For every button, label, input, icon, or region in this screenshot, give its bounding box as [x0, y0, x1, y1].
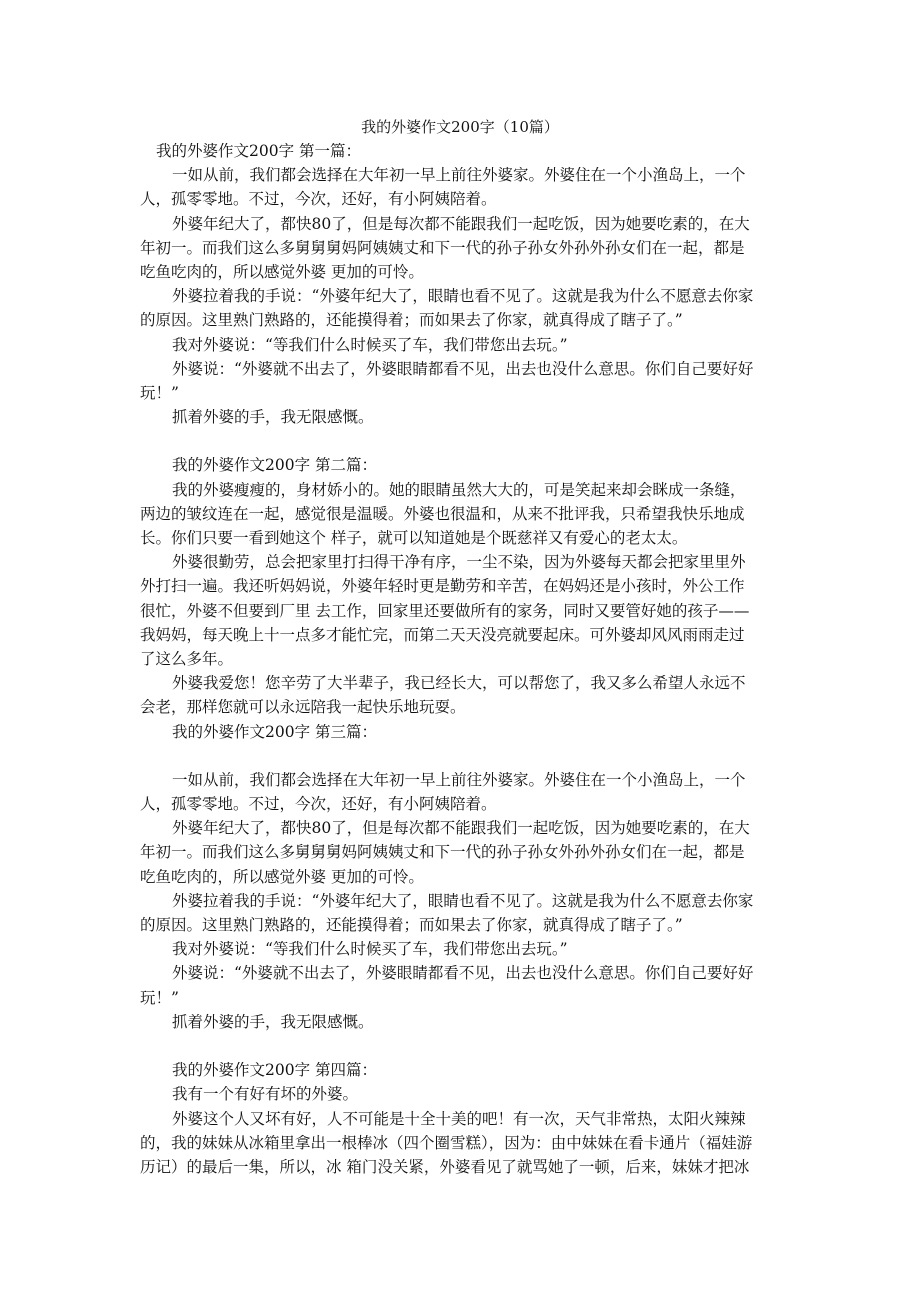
- text-line: 一如从前，我们都会选择在大年初一早上前往外婆家。外婆住在一个小渔岛上，一个: [172, 166, 746, 185]
- text-line: 会老，那样您就可以永远陪我一起快乐地玩耍。: [140, 698, 466, 717]
- text-line: 外婆拉着我的手说：“外婆年纪大了，眼睛也看不见了。这就是我为什么不愿意去你家: [172, 891, 754, 910]
- text-line: 外婆我爱您！您辛劳了大半辈子，我已经长大，可以帮您了，我又多么希望人永远不: [172, 674, 746, 693]
- text-line: 我的外婆作文200字 第四篇：: [172, 1061, 378, 1080]
- text-line: 很忙，外婆不但要到厂里 去工作，回家里还要做所有的家务，同时又要管好她的孩子——: [140, 601, 750, 620]
- blank-line: [140, 1034, 780, 1058]
- text-line: 年初一。而我们这么多舅舅舅妈阿姨姨丈和下一代的孙子孙女外孙外孙女们在一起，都是: [140, 238, 745, 257]
- text-line: 玩！”: [140, 988, 179, 1007]
- blank-line: [140, 744, 780, 768]
- text-line: 我的外婆作文200字 第二篇：: [172, 456, 378, 475]
- text-line: 吃鱼吃肉的，所以感觉外婆 更加的可怜。: [140, 262, 424, 281]
- text-line: 吃鱼吃肉的，所以感觉外婆 更加的可怜。: [140, 867, 424, 886]
- blank-line: [140, 429, 780, 453]
- text-line: 玩！”: [140, 383, 179, 402]
- text-line: 人，孤零零地。不过，今次，还好，有小阿姨陪着。: [140, 190, 497, 209]
- text-line: 抓着外婆的手，我无限感慨。: [172, 408, 374, 427]
- text-line: 外婆说：“外婆就不出去了，外婆眼睛都看不见，出去也没什么意思。你们自己要好好: [172, 964, 754, 983]
- text-line: 两边的皱纹连在一起，感觉很是温暖。外婆也很温和，从来不批评我，只希望我快乐地成: [140, 504, 745, 523]
- text-line: 我的外婆作文200字 第一篇：: [156, 142, 362, 160]
- document-body: [140, 139, 780, 1179]
- text-line: 外婆年纪大了，都快80了，但是每次都不能跟我们一起吃饭，因为她要吃素的，在大: [172, 214, 750, 233]
- text-line: 人，孤零零地。不过，今次，还好，有小阿姨陪着。: [140, 795, 497, 814]
- text-line: 抓着外婆的手，我无限感慨。: [172, 1012, 374, 1031]
- text-line: 我对外婆说：“等我们什么时候买了车，我们带您出去玩。”: [172, 940, 568, 959]
- text-line: 我的外婆作文200字 第三篇：: [172, 722, 378, 741]
- text-line: 历记）的最后一集，所以，冰 箱门没关紧，外婆看见了就骂她了一顿，后来，妹妹才把冰: [140, 1157, 750, 1176]
- text-line: 外婆这个人又坏有好，人不可能是十全十美的吧！有一次，天气非常热，太阳火辣辣: [172, 1109, 746, 1128]
- text-line: 外婆很勤劳，总会把家里打扫得干净有序，一尘不染，因为外婆每天都会把家里里外: [172, 553, 746, 572]
- text-line: 长。你们只要一看到她这个 样子，就可以知道她是个既慈祥又有爱心的老太太。: [140, 529, 688, 547]
- text-line: 一如从前，我们都会选择在大年初一早上前往外婆家。外婆住在一个小渔岛上，一个: [172, 770, 746, 789]
- text-line: 的，我的妹妹从冰箱里拿出一根棒冰（四个圈雪糕），因为：由中妹妹在看卡通片（福娃游: [140, 1133, 753, 1152]
- text-line: 年初一。而我们这么多舅舅舅妈阿姨姨丈和下一代的孙子孙女外孙外孙女们在一起，都是: [140, 843, 745, 862]
- text-line: 外婆拉着我的手说：“外婆年纪大了，眼睛也看不见了。这就是我为什么不愿意去你家: [172, 287, 754, 306]
- text-line: 我妈妈，每天晚上十一点多才能忙完，而第二天天没亮就要起床。可外婆却风风雨雨走过: [140, 625, 745, 644]
- text-line: 的原因。这里熟门熟路的，还能摸得着；而如果去了你家，就真得成了瞎子了。”: [140, 916, 683, 934]
- document-title: 我的外婆作文200字（10篇）: [361, 118, 559, 136]
- text-line: 我对外婆说：“等我们什么时候买了车，我们带您出去玩。”: [172, 335, 568, 354]
- text-line: 了这么多年。: [140, 649, 234, 668]
- text-line: 外婆年纪大了，都快80了，但是每次都不能跟我们一起吃饭，因为她要吃素的，在大: [172, 819, 750, 838]
- text-line: 外打扫一遍。我还听妈妈说，外婆年轻时更是勤劳和辛苦，在妈妈还是小孩时，外公工作: [140, 577, 745, 596]
- text-line: 外婆说：“外婆就不出去了，外婆眼睛都看不见，出去也没什么意思。你们自己要好好: [172, 359, 754, 378]
- text-line: 的原因。这里熟门熟路的，还能摸得着；而如果去了你家，就真得成了瞎子了。”: [140, 311, 683, 330]
- text-line: 我有一个有好有坏的外婆。: [172, 1085, 359, 1104]
- text-line: 我的外婆瘦瘦的，身材娇小的。她的眼睛虽然大大的，可是笑起来却会眯成一条缝，: [172, 480, 746, 499]
